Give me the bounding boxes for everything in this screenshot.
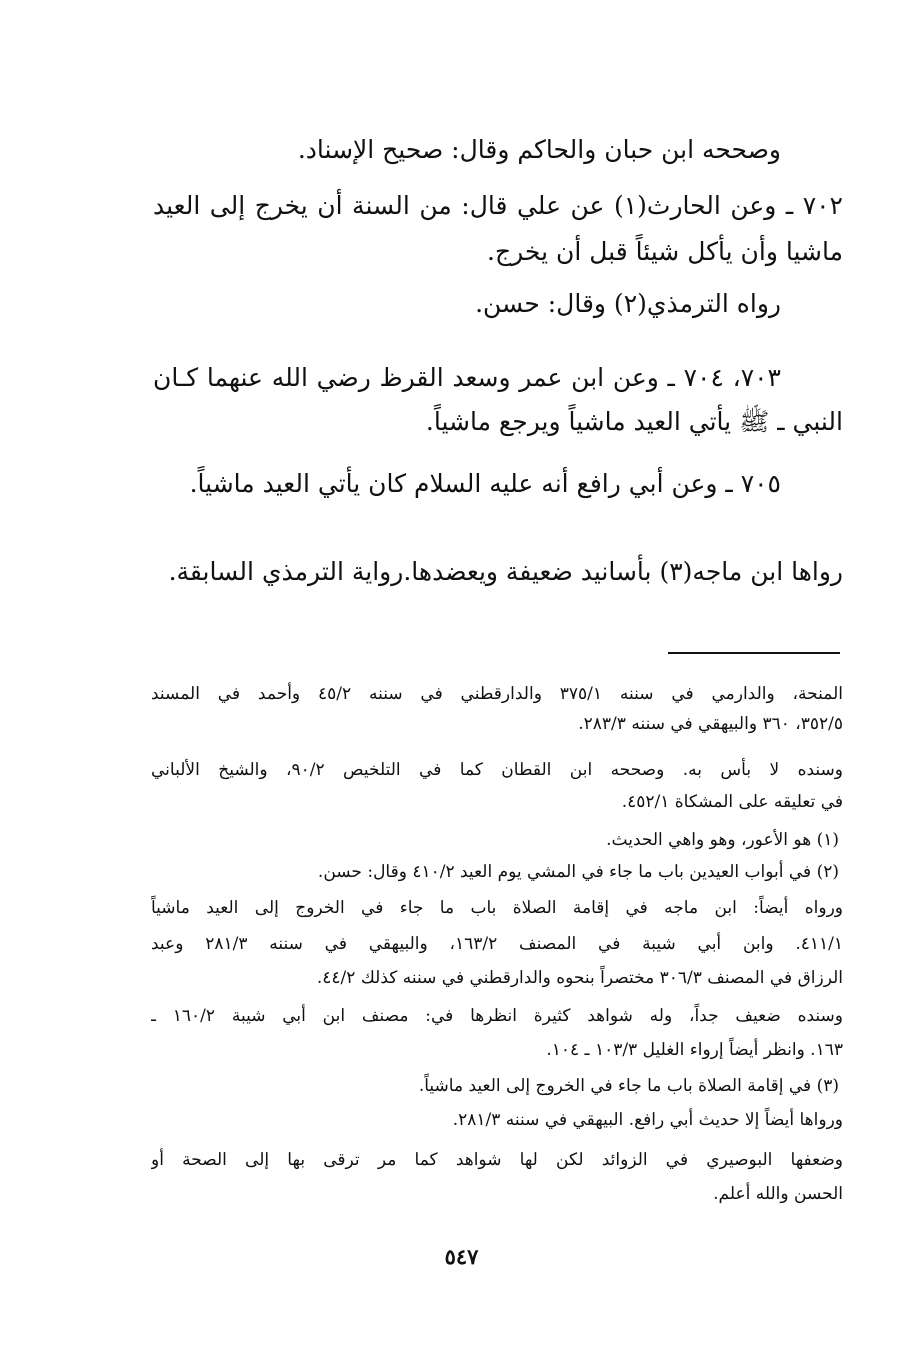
footnote-line-1: المنحة، والدارمي في سننه ٣٧٥/١ والدارقطني في سننه ٤٥/٢ وأحمد في المسند [151, 684, 843, 704]
page-number: ٥٤٧ [444, 1244, 479, 1269]
main-line-1: وصححه ابن حبان والحاكم وقال: صحيح الإسناد. [297, 135, 781, 164]
main-line-7: ٧٠٥ ـ وعن أبي رافع أنه عليه السلام كان يأتي العيد ماشياً. [189, 469, 781, 498]
footnote-line-15: الحسن والله أعلم. [713, 1184, 843, 1204]
main-line-3: ماشيا وأن يأكل شيئاً قبل أن يخرج. [487, 237, 843, 266]
footnote-line-11: ١٦٣. وانظر أيضاً إرواء الغليل ١٠٣/٣ ـ ١٠٤. [546, 1040, 843, 1060]
footnote-line-2: ٣٥٢/٥، ٣٦٠ والبيهقي في سننه ٢٨٣/٣. [578, 714, 843, 734]
footnote-line-4: في تعليقه على المشكاة ٤٥٢/١. [621, 792, 843, 812]
main-line-8: رواها ابن ماجه(٣) بأسانيد ضعيفة ويعضدها.رواية الترمذي السابقة. [168, 557, 843, 586]
footnote-line-3: وسنده لا بأس به. وصححه ابن القطان كما في التلخيص ٩٠/٢، والشيخ الألباني [151, 760, 843, 780]
footnote-line-8: ٤١١/١. وابن أبي شيبة في المصنف ١٦٣/٢، والبيهقي في سننه ٢٨١/٣ وعبد [151, 934, 843, 954]
footnote-line-5: (١) هو الأعور، وهو واهي الحديث. [606, 830, 839, 850]
footnote-separator [668, 652, 840, 654]
footnote-line-7: ورواه أيضاً: ابن ماجه في إقامة الصلاة باب ما جاء في الخروج إلى العيد ماشياً [151, 898, 843, 918]
main-line-4: رواه الترمذي(٢) وقال: حسن. [475, 289, 781, 318]
footnote-line-10: وسنده ضعيف جداً، وله شواهد كثيرة انظرها في: مصنف ابن أبي شيبة ١٦٠/٢ ـ [151, 1006, 843, 1026]
main-line-6: النبي ـ ﷺ يأتي العيد ماشياً ويرجع ماشياً. [425, 407, 843, 436]
main-line-2: ٧٠٢ ـ وعن الحارث(١) عن علي قال: من السنة أن يخرج إلى العيد [153, 191, 843, 220]
footnote-line-13: ورواها أيضاً إلا حديث أبي رافع. البيهقي في سننه ٢٨١/٣. [452, 1110, 843, 1130]
main-line-5: ٧٠٣، ٧٠٤ ـ وعن ابن عمر وسعد القرظ رضي الله عنهما كـان [153, 363, 781, 392]
footnote-line-12: (٣) في إقامة الصلاة باب ما جاء في الخروج إلى العيد ماشياً. [418, 1076, 839, 1096]
footnote-line-14: وضعفها البوصيري في الزوائد لكن لها شواهد كما مر ترقى بها إلى الصحة أو [151, 1150, 843, 1170]
footnote-line-9: الرزاق في المصنف ٣٠٦/٣ مختصراً بنحوه والدارقطني في سننه كذلك ٤٤/٢. [316, 968, 843, 988]
footnote-line-6: (٢) في أبواب العيدين باب ما جاء في المشي يوم العيد ٤١٠/٢ وقال: حسن. [317, 862, 839, 882]
